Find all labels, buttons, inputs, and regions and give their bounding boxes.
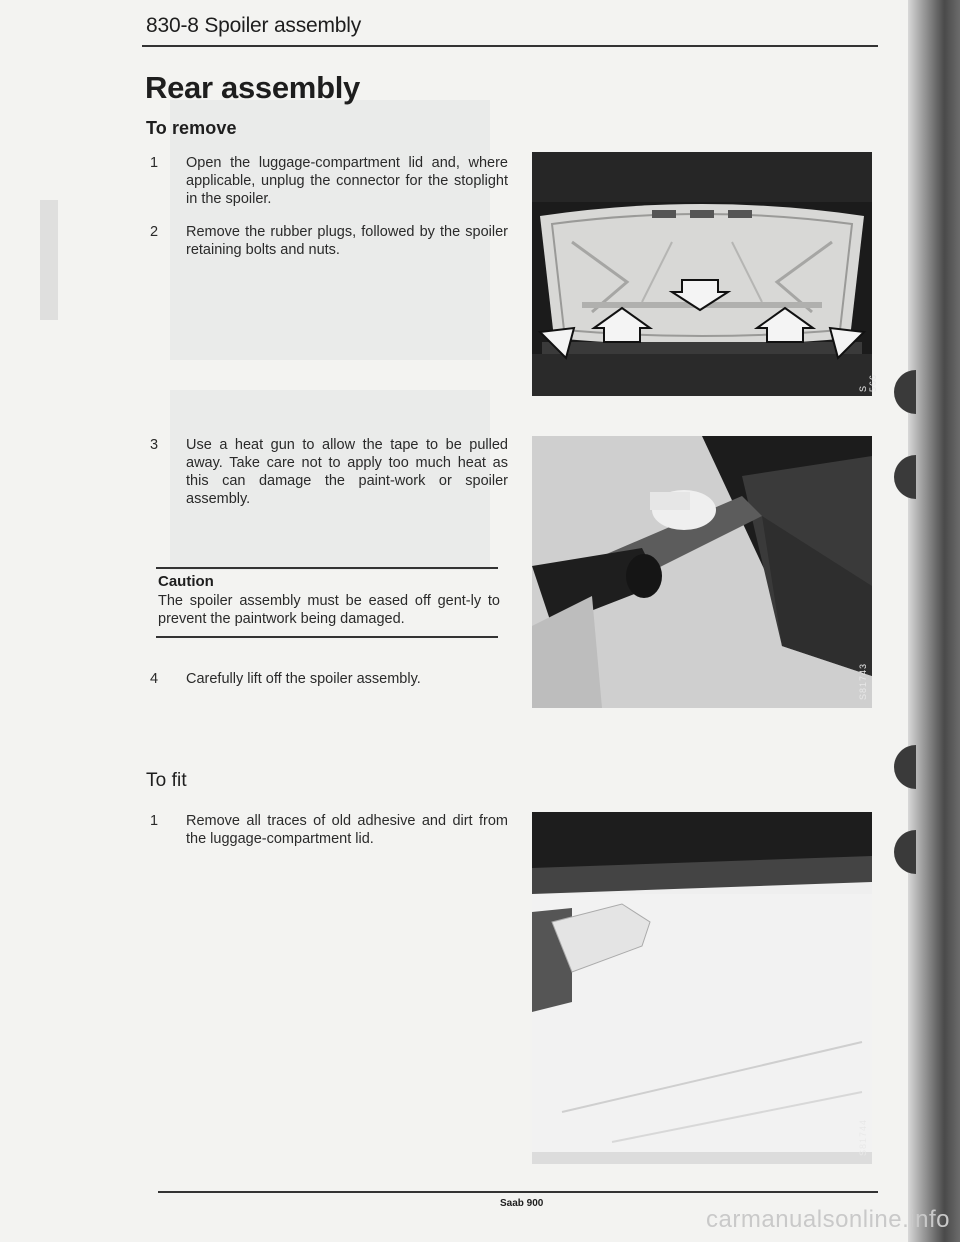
caution-title: Caution <box>158 573 214 590</box>
footer-rule <box>158 1191 878 1193</box>
figure-ref: S81743 <box>858 662 868 700</box>
section-title: Rear assembly <box>145 70 360 105</box>
page-tab-marker <box>894 830 916 874</box>
step-text: Use a heat gun to allow the tape to be pulled away. Take care not to apply too much heat as this can damage the paint-work or spoiler assembly. <box>186 437 508 507</box>
caution-rule-bottom <box>156 636 498 638</box>
figure-ref: S 566 <box>858 373 878 392</box>
step-text: Open the luggage-compartment lid and, where applicable, unplug the connector for the stoplight in the spoiler. <box>186 155 508 207</box>
caution-text: The spoiler assembly must be eased off gent-ly to prevent the paintwork being damaged. <box>158 593 500 627</box>
binding-edge <box>908 0 960 1242</box>
luggage-lid-photo <box>532 152 878 396</box>
footer-brand: Saab 900 <box>500 1198 544 1209</box>
page-tab-marker <box>894 370 916 414</box>
step-text: Remove the rubber plugs, followed by the spoiler retaining bolts and nuts. <box>186 224 508 258</box>
caution-rule-top <box>156 567 498 569</box>
step-number: 4 <box>150 671 159 687</box>
step-number: 2 <box>150 224 159 240</box>
step-text: Remove all traces of old adhesive and dirt from the luggage-compartment lid. <box>186 813 508 847</box>
lid-cleaning-photo <box>532 812 872 1164</box>
figure-ref: S81744 <box>858 1118 868 1156</box>
page-tab-marker <box>894 455 916 499</box>
scan-smudge <box>40 200 58 320</box>
step-number: 3 <box>150 437 159 453</box>
heat-gun-photo <box>532 436 872 708</box>
fit-heading: To fit <box>146 770 187 791</box>
watermark: carmanualsonline.info <box>706 1206 950 1233</box>
step-number: 1 <box>150 155 159 171</box>
header-rule <box>142 45 878 47</box>
remove-heading: To remove <box>146 118 237 138</box>
page-header: 830-8 Spoiler assembly <box>146 14 362 37</box>
page-tab-marker <box>894 745 916 789</box>
step-text: Carefully lift off the spoiler assembly. <box>186 671 421 687</box>
step-number: 1 <box>150 813 159 829</box>
